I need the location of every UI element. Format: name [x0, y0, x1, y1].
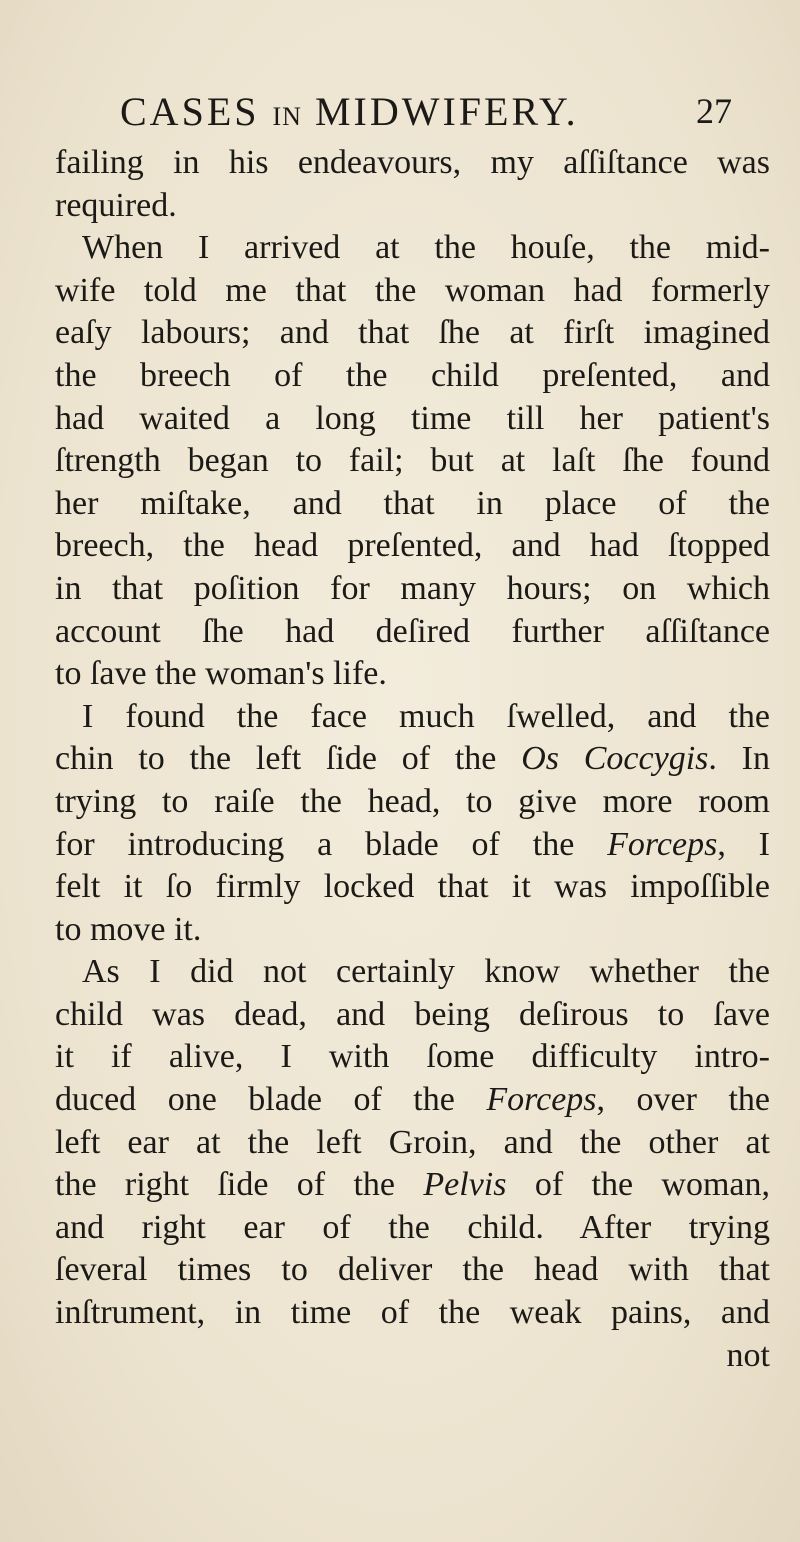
text-italic: Os Coccygis [521, 740, 709, 778]
text-segment: . [708, 740, 717, 778]
text-segment: to ſave the woman's life. [55, 655, 387, 693]
text-segment: for introducing a blade of the [55, 825, 608, 863]
text-italic: Forceps [486, 1081, 597, 1119]
text-line-1 [55, 142, 770, 185]
text-line-8 [55, 440, 770, 483]
text-line-27 [55, 1249, 770, 1292]
text-segment: it if alive, I with ſome difficulty intro- [55, 1038, 770, 1076]
text-segment: I found the face much ſwelled, and the [82, 697, 770, 735]
text-segment: When I arrived at the houſe, the mid- [82, 229, 770, 267]
text-segment: failing in his endeavours, my aſſiſtance was [55, 144, 770, 181]
text-segment: to move it. [55, 910, 202, 948]
text-italic: Pelvis [423, 1166, 507, 1204]
text-segment: inſtrument, in time of the weak pains, and [55, 1294, 770, 1332]
text-line-20 [55, 951, 770, 994]
text-segment: As I did not certainly know whether the [82, 953, 770, 991]
running-head-in: IN [272, 102, 302, 131]
text-segment: left ear at the left Groin, and the other at [55, 1123, 770, 1161]
text-segment: required. [55, 186, 177, 224]
text-segment: not [726, 1336, 770, 1374]
text-segment: , I [717, 825, 770, 863]
text-segment: her miſtake, and that in place of the [55, 484, 770, 522]
text-segment: In [716, 740, 770, 778]
text-line-6 [55, 355, 770, 398]
text-line-23 [55, 1079, 770, 1122]
body-text [55, 142, 770, 1377]
text-segment: the breech of the child preſented, and [55, 356, 770, 394]
text-line-18 [55, 866, 770, 909]
text-line-4 [55, 270, 770, 313]
text-line-17 [55, 824, 770, 867]
text-line-11 [55, 568, 770, 611]
text-line-24 [55, 1122, 770, 1165]
text-segment: wife told me that the woman had formerly [55, 271, 770, 309]
text-segment: the right ſide of the [55, 1166, 424, 1204]
text-segment: , over the [596, 1081, 771, 1119]
text-line-13 [55, 653, 770, 696]
text-segment: of the woman, [506, 1166, 770, 1204]
text-line-2 [55, 185, 770, 228]
text-line-16 [55, 781, 770, 824]
text-segment: and right ear of the child. After trying [55, 1208, 770, 1246]
text-line-14 [55, 696, 770, 739]
text-line-3 [55, 227, 770, 270]
text-line-5 [55, 312, 770, 355]
text-line-19 [55, 909, 770, 952]
page-number: 27 [696, 91, 732, 131]
text-line-26 [55, 1207, 770, 1250]
text-segment: ſtrength began to fail; but at laſt ſhe found [55, 442, 770, 480]
text-line-7 [55, 398, 770, 441]
text-segment: in that poſition for many hours; on which [55, 569, 770, 607]
text-line-15 [55, 738, 770, 781]
text-line-21 [55, 994, 770, 1037]
running-head-cases: CASES [120, 89, 260, 134]
text-line-9 [55, 483, 770, 526]
text-segment: eaſy labours; and that ſhe at firſt imagined [55, 314, 770, 352]
text-line-28 [55, 1292, 770, 1335]
text-segment: had waited a long time till her patient's [55, 399, 770, 437]
text-line-22 [55, 1036, 770, 1079]
running-head-midwifery: MIDWIFERY. [314, 89, 579, 134]
text-segment: account ſhe had deſired further aſſiſtance [55, 612, 770, 650]
catchword [55, 1335, 770, 1378]
text-segment: duced one blade of the [55, 1081, 487, 1119]
text-segment: trying to raiſe the head, to give more room [55, 782, 770, 820]
text-italic: Forceps [607, 825, 718, 863]
text-segment: child was dead, and being deſirous to ſave [55, 995, 770, 1033]
text-segment: ſeveral times to deliver the head with that [55, 1251, 770, 1289]
text-segment: breech, the head preſented, and had ſtopped [55, 527, 770, 565]
text-segment: felt it ſo firmly locked that it was impoſſible [55, 868, 770, 906]
page-header [120, 88, 752, 132]
text-segment: chin to the left ſide of the [55, 740, 522, 778]
text-line-12 [55, 611, 770, 654]
text-line-10 [55, 525, 770, 568]
running-head [120, 88, 579, 135]
text-line-25 [55, 1164, 770, 1207]
